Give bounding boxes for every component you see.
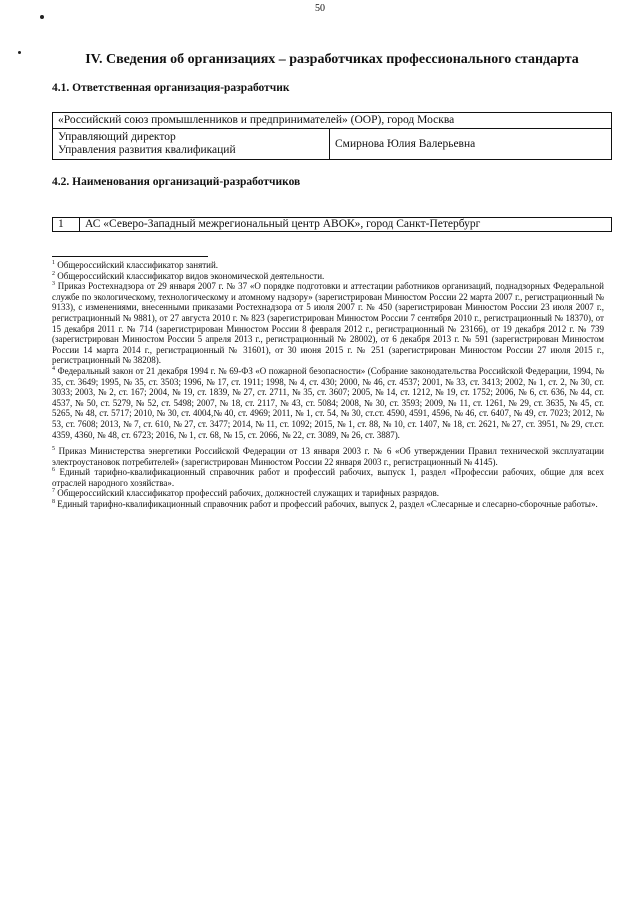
position-line: Управления развития квалификаций — [58, 144, 236, 156]
footnote-separator — [52, 256, 208, 257]
page-number: 50 — [315, 3, 325, 14]
footnote: $^4$ Федеральный закон от 21 декабря 1994 г. № 69-ФЗ «О пожарной безопасности» (Собрание законодательства Российской Федерации, 1994, № 35, ст. 3649; 1995, № 35, ст. 3503; 1996, № 17, ст. 1911; 1998, № 4, ст. 430; 2000, № 46, ст. 4537; 2001, № 33, ст. 3413; 2002, № 1, ст. 2, № 30, ст. 3033; 2003, № 2, ст. 167; 2004, № 19, ст. 1839, № 27, ст. 2711, № 35, ст. 3607; 2005, № 14, ст. 1212, № 19, ст. 1752; 2006, № 6, ст. 636, № 44, ст. 4537, № 50, ст. 5279, № 52, ст. 5498; 2007, № 18, ст. 2117, № 43, ст. 5084; 2008, № 30, ст. 3593; 2009, № 11, ст. 1261, № 29, ст. 3635, № 45, ст. 5265, № 48, ст. 5717; 2010, № 30, ст. 4004,№ 40, ст. 4969; 2011, № 1, ст. 54, № 30, ст.ст. 4590, 4591, 4596, № 46, ст. 6407, № 49, ст. 7023; 2012, № 53, ст. 7608; 2013, № 7, ст. 610, № 27, ст. 3477; 2014, № 11, ст. 1092; 2015, № 1, ст. 88, № 10, ст. 1407, № 18, ст. 2621, № 27, ст. 3951, № 29, ст.ст. 4359, 4360, № 48, ст. 6723; 2016, № 1, ст. 68, № 15, ст. 2066, № 22, ст. 3089, № 26, ст. 3887). — [52, 365, 605, 440]
dev-orgs-table — [52, 217, 612, 232]
person-name-cell: Смирнова Юлия Валерьевна — [330, 129, 612, 160]
footnotes — [52, 260, 604, 510]
position-cell — [53, 129, 330, 160]
footnote: $^8$ Единый тарифно-квалификационный справочник работ и профессий рабочих, выпуск 2, раздел «Слесарные и слесарно-сборочные работы». — [52, 499, 598, 510]
responsible-org-heading: 4.1. Ответственная организация-разработчик — [52, 82, 290, 94]
org-name-cell: «Российский союз промышленников и предпринимателей» (ООР), город Москва — [53, 113, 612, 129]
footnote: $^5$ Приказ Министерства энергетики Российской Федерации от 13 января 2003 г. № 6 «Об утверждении Правил технической эксплуатации электроустановок потребителей» (зарегистрирован Минюстом России 22 января 2003 г., регистрационный № 4145). — [52, 446, 605, 467]
position-line: Управляющий директор — [58, 131, 176, 143]
footnote: $^6$ Единый тарифно-квалификационный справочник работ и профессий рабочих, выпуск 1, раздел «Профессии рабочих, общие для всех отраслей народного хозяйства». — [52, 467, 605, 488]
table-row — [53, 218, 612, 232]
dev-orgs-heading: 4.2. Наименования организаций-разработчиков — [52, 176, 301, 188]
footnote: $^1$ Общероссийский классификатор занятий. — [52, 260, 219, 270]
scan-speck — [40, 15, 44, 19]
dev-org-number: 1 — [53, 218, 80, 232]
dev-org-name: АС «Северо-Западный межрегиональный центр АВОК», город Санкт-Петербург — [80, 218, 612, 232]
section-title: IV. Сведения об организациях – разработчиках профессионального стандарта — [85, 52, 579, 67]
scan-speck — [18, 51, 21, 54]
footnote: $^7$ Общероссийский классификатор профессий рабочих, должностей служащих и тарифных разрядов. — [52, 488, 440, 499]
footnote: $^3$ Приказ Ростехнадзора от 29 января 2007 г. № 37 «О порядке подготовки и аттестации работников организаций, поднадзорных Федеральной службе по экологическому, технологическому и атомному надзору» (зарегистрирован Минюстом России 22 марта 2007 г., регистрационный № 9133), с изменениями, внесенными приказами Ростехнадзора от 5 июля 2007 г. № 450 (зарегистрирован Минюстом России 23 июля 2007 г., регистрационный № 9881), от 27 августа 2010 г. № 823 (зарегистрирован Минюстом России 7 сентября 2010 г., регистрационный № 18370), от 15 декабря 2011 г. № 714 (зарегистрирован Минюстом России 8 февраля 2012 г., регистрационный № 23166), от 19 декабря 2012 г. № 739 (зарегистрирован Минюстом России 5 апреля 2013 г., регистрационный № 28002), от 6 декабря 2013 г. № 591 (зарегистрирован Минюстом России 14 марта 2014 г., регистрационный № 31601), от 30 июня 2015 г. № 251 (зарегистрирован Минюстом России 27 июля 2015 г., регистрационный № 38208). — [52, 281, 605, 366]
responsible-org-table — [52, 112, 612, 160]
footnote: $^2$ Общероссийский классификатор видов экономической деятельности. — [52, 270, 325, 281]
